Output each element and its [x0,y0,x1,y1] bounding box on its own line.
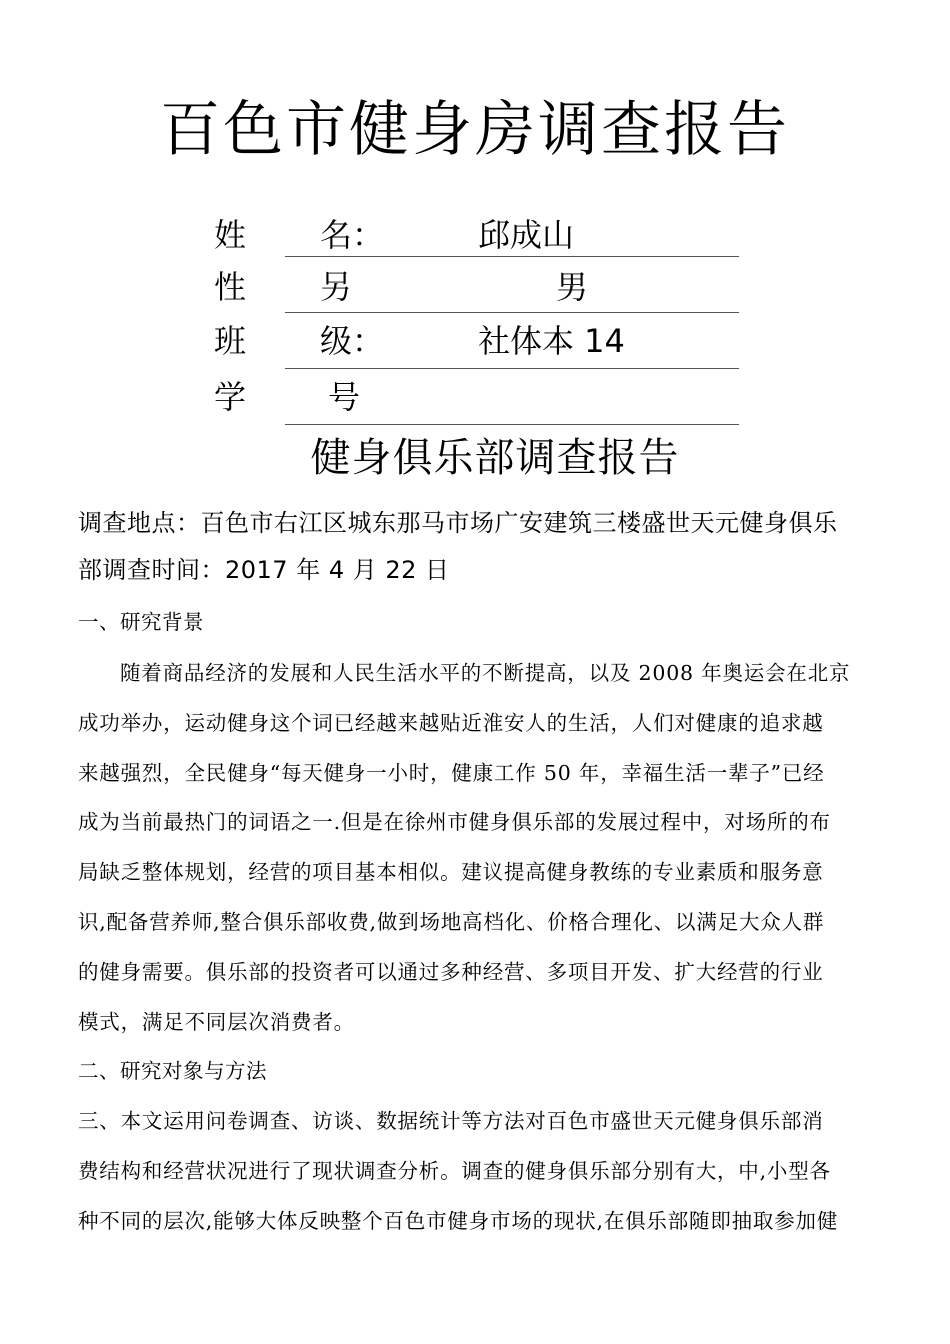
id-label-char1: 学 [214,378,247,416]
name-label-char1: 姓 [214,216,247,254]
class-underline [285,368,739,369]
class-label-char2: 级： [320,322,385,360]
name-label-char2: 名： [320,216,385,254]
section-heading-methods: 二、研究对象与方法 [78,1059,267,1083]
paragraph-line: 模式，满足不同层次消费者。 [78,1010,355,1034]
page-title: 百色市健身房调查报告 [160,95,790,165]
class-value: 社体本 14 [478,322,625,360]
class-label-char1: 班 [214,322,247,360]
paragraph-line: 的健身需要。俱乐部的投资者可以通过多种经营、多项目开发、扩大经营的行业 [78,960,824,984]
paragraph-line: 局缺乏整体规划，经营的项目基本相似。建议提高健身教练的专业素质和服务意 [78,860,824,884]
section-heading-background: 一、研究背景 [78,610,204,634]
name-value: 邱成山 [478,216,575,254]
gender-label-char2: 另 [320,268,353,306]
paragraph-line: 成为当前最热门的词语之一.但是在徐州市健身俱乐部的发展过程中，对场所的布 [78,810,831,834]
paragraph-line: 成功举办，运动健身这个词已经越来越贴近淮安人的生活，人们对健康的追求越 [78,711,824,735]
paragraph-line: 随着商品经济的发展和人民生活水平的不断提高，以及 2008 年奥运会在北京 [120,661,851,685]
paragraph-line: 来越强烈，全民健身“每天健身一小时，健康工作 50 年，幸福生活一辈子”已经 [78,761,825,785]
gender-underline [285,312,739,313]
paragraph-line: 费结构和经营状况进行了现状调查分析。调查的健身俱乐部分别有大，中,小型各 [78,1159,831,1183]
report-subtitle: 健身俱乐部调查报告 [310,435,680,481]
id-underline [285,424,739,425]
gender-value: 男 [556,268,589,306]
name-underline [285,256,739,257]
paragraph-line: 种不同的层次,能够大体反映整个百色市健身市场的现状,在俱乐部随即抽取参加健 [78,1209,839,1233]
id-label-char2: 号 [328,378,361,416]
gender-label-char1: 性 [214,268,247,306]
paragraph-line: 识,配备营养师,整合俱乐部收费,做到场地高档化、价格合理化、以满足大众人群 [78,910,825,934]
location-line: 部调查时间：2017 年 4 月 22 日 [78,556,450,584]
paragraph-line: 三、本文运用问卷调查、访谈、数据统计等方法对百色市盛世天元健身俱乐部消 [78,1109,824,1133]
location-line: 调查地点：百色市右江区城东那马市场广安建筑三楼盛世天元健身俱乐 [78,509,838,537]
